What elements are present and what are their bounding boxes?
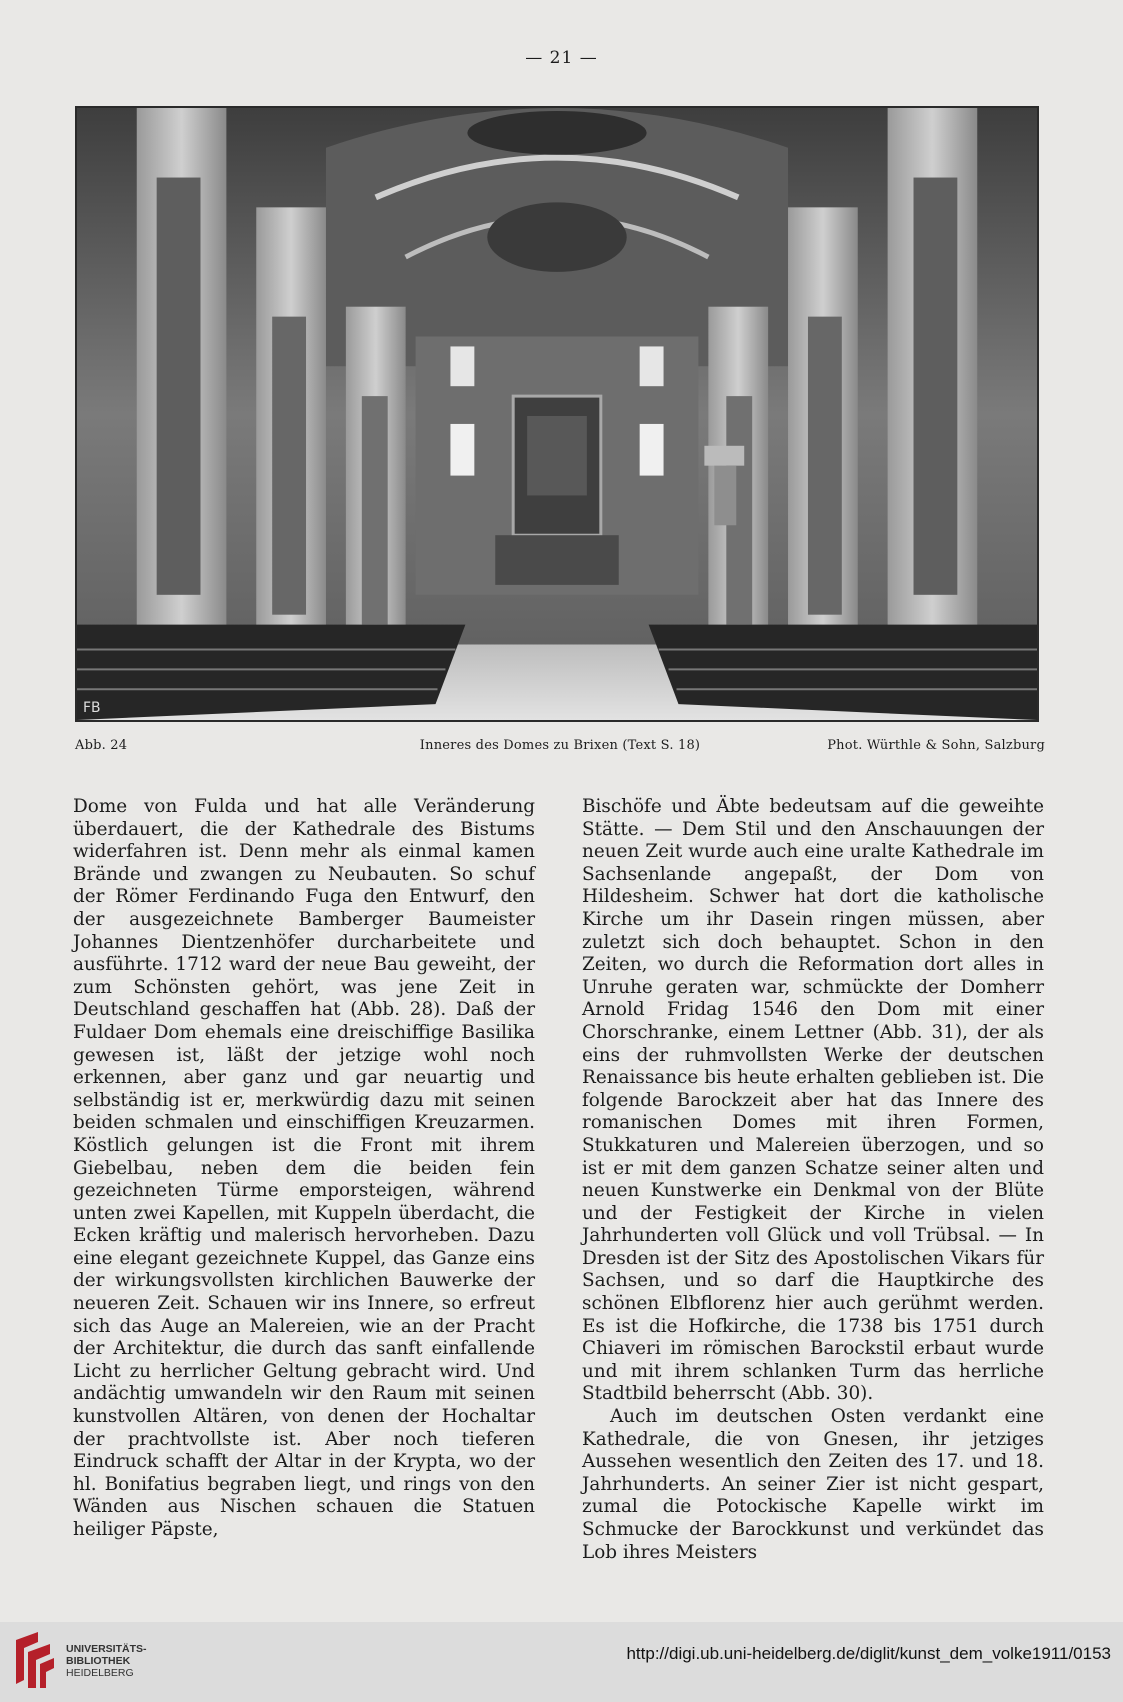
- photo-illustration: [77, 108, 1037, 720]
- library-footer: [0, 1622, 1123, 1702]
- figure-caption: [75, 738, 1045, 758]
- paragraph: Dome von Fulda und hat alle Veränderung überdauert, die der Kathedrale des Bistums widerfahren ist. Denn mehr als einmal kamen Brände und zwangen zu Neubauten. So schuf der Römer Ferdinando Fuga den Entwurf, den der ausgezeichnete Bamberger Baumeister Johannes Dientzenhöfer durcharbeitete und ausführte. 1712 ward der neue Bau geweiht, der zum Schönsten gehört, was jene Zeit in Deutschland geschaffen hat (Abb. 28). Daß der Fuldaer Dom ehemals eine dreischiffige Basilika gewesen ist, läßt der jetzige wohl noch erkennen, aber ganz und gar neuartig und selbständig ist er, merkwürdig dazu mit seinen beiden schmalen und einschiffigen Kreuzarmen. Köstlich gelungen ist die Front mit ihrem Giebelbau, neben dem die beiden fein gezeichneten Türme emporsteigen, während unten zwei Kapellen, mit Kuppeln überdacht, die Ecken kräftig und malerisch hervorheben. Dazu eine elegant gezeichnete Kuppel, das Ganze eins der wirkungsvollsten kirchlichen Bauwerke der neueren Zeit. Schauen wir ins Innere, so erfreut sich das Auge an Malereien, wie an der Pracht der Architektur, die durch das sanft einfallende Licht zu herrlicher Geltung gebracht wird. Und andächtig umwandeln wir den Raum mit seinen kunstvollen Altären, von denen der Hochaltar der prachtvollste ist. Aber noch tieferen Eindruck schafft der Altar in der Krypta, wo der hl. Bonifatius begraben liegt, und rings von den Wänden aus Nischen schauen die Statuen heiliger Päpste,: [73, 796, 535, 1540]
- page-number: — 21 —: [525, 48, 598, 68]
- text-column-left: [73, 796, 535, 1542]
- library-name: UNIVERSITÄTS- BIBLIOTHEK HEIDELBERG: [66, 1643, 147, 1679]
- photo-monogram: FB: [82, 700, 101, 717]
- source-url-link[interactable]: http://digi.ub.uni-heidelberg.de/diglit/kunst_dem_volke1911/0153: [626, 1644, 1111, 1663]
- caption-figure-number: Abb. 24: [75, 738, 128, 753]
- paragraph: Bischöfe und Äbte bedeutsam auf die geweihte Stätte. — Dem Stil und den Anschauungen der neuen Zeit wurde auch eine uralte Kathedrale im Sachsenlande angepaßt, der Dom von Hildesheim. Schwer hat dort die katholische Kirche um ihr Dasein ringen müssen, aber zuletzt sich doch behauptet. Schon in den Zeiten, wo durch die Reformation dort alles in Unruhe geraten war, schmückte der Domherr Arnold Fridag 1546 den Dom mit einer Chorschranke, einem Lettner (Abb. 31), der als eins der ruhmvollsten Werke der deutschen Renaissance bis heute erhalten geblieben ist. Die folgende Barockzeit aber hat das Innere des romanischen Domes mit ihren Formen, Stukkaturen und Malereien überzogen, und so ist er mit dem ganzen Schatze seiner alten und neuen Kunstwerke ein Denkmal von der Blüte und der Festigkeit der Kirche in vielen Jahrhunderten voll Glück und voll Trübsal. — In Dresden ist der Sitz des Apostolischen Vikars für Sachsen, und so darf die Hauptkirche des schönen Elbflorenz hier auch gerühmt werden. Es ist die Hofkirche, die 1738 bis 1751 durch Chiaveri im römischen Barockstil erbaut wurde und mit ihrem schlanken Turm das herrliche Stadtbild beherrscht (Abb. 30).: [582, 796, 1044, 1405]
- cathedral-interior-photo: [75, 106, 1039, 722]
- caption-photo-credit: Phot. Würthle & Sohn, Salzburg: [827, 738, 1045, 753]
- library-logo-icon: [12, 1630, 58, 1690]
- text-column-right: [582, 796, 1044, 1564]
- paragraph: Auch im deutschen Osten verdankt eine Kathedrale, die von Gnesen, ihr jetziges Aussehen wesentlich den Zeiten des 17. und 18. Jahrhunderts. An seiner Zier ist nicht gespart, zumal die Potockische Kapelle wirkt im Schmucke der Barockkunst und verkündet das Lob ihres Meisters: [582, 1406, 1044, 1563]
- caption-title: Inneres des Domes zu Brixen (Text S. 18): [419, 738, 701, 753]
